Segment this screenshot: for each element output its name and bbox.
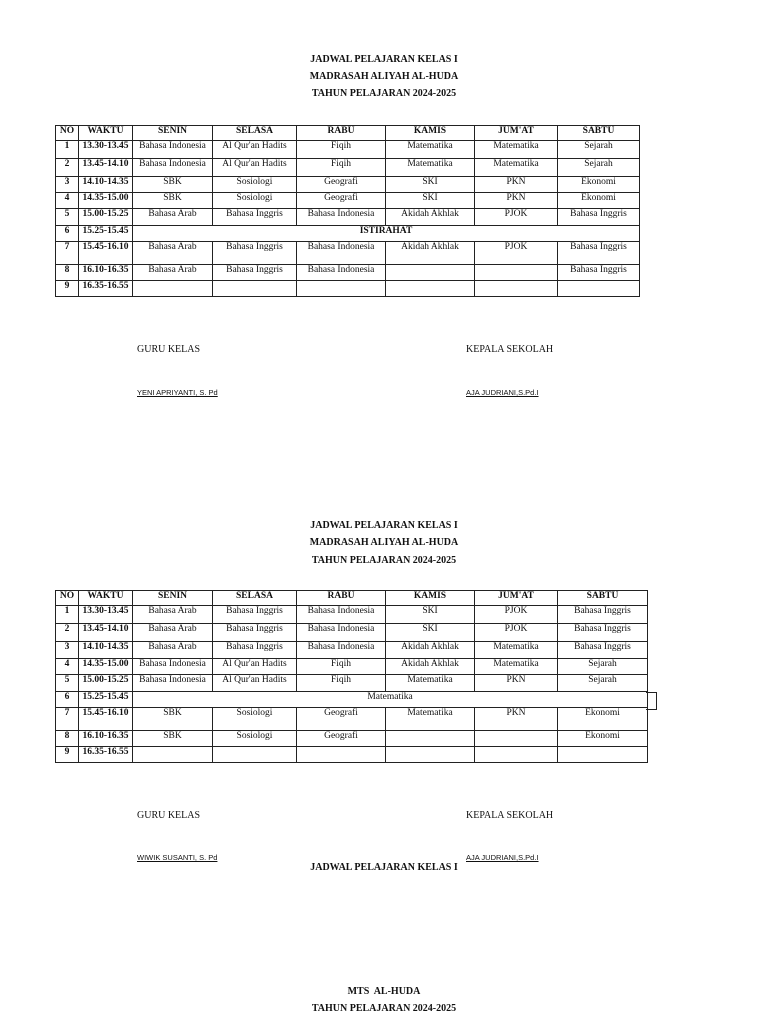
cell-kamis xyxy=(386,731,475,747)
cell-jumat xyxy=(475,281,558,297)
row-time: 15.00-15.25 xyxy=(79,675,133,692)
row-no: 9 xyxy=(56,747,79,763)
row-time: 16.35-16.55 xyxy=(79,281,133,297)
schedule-title: JADWAL PELAJARAN KELAS I xyxy=(310,862,458,873)
table-row-break xyxy=(56,226,640,242)
row-no: 5 xyxy=(56,209,79,226)
row-time: 13.30-13.45 xyxy=(79,141,133,159)
cell-rabu: Geografi xyxy=(297,177,386,193)
row-no: 8 xyxy=(56,731,79,747)
table-row xyxy=(56,265,640,281)
cell-senin: Bahasa Indonesia xyxy=(133,141,213,159)
kepala-sekolah-name: AJA JUDRIANI,S.Pd.I xyxy=(466,853,539,862)
row-time: 15.25-15.45 xyxy=(79,226,133,242)
row-time: 16.10-16.35 xyxy=(79,265,133,281)
header-kamis: KAMIS xyxy=(386,126,475,141)
cell-senin: Bahasa Arab xyxy=(133,642,213,659)
row-time: 13.45-14.10 xyxy=(79,159,133,177)
cell-jumat: PKN xyxy=(475,675,558,692)
header-senin: SENIN xyxy=(133,591,213,606)
kepala-sekolah-label: KEPALA SEKOLAH xyxy=(466,344,554,355)
cell-sabtu: Bahasa Inggris xyxy=(558,209,640,226)
cell-rabu: Geografi xyxy=(297,731,386,747)
cell-selasa: Al Qur'an Hadits xyxy=(213,659,297,675)
row-no: 4 xyxy=(56,193,79,209)
cell-senin xyxy=(133,281,213,297)
cell-jumat xyxy=(475,265,558,281)
cell-selasa: Bahasa Inggris xyxy=(213,209,297,226)
cell-senin: SBK xyxy=(133,193,213,209)
row-time: 15.00-15.25 xyxy=(79,209,133,226)
guru-kelas-name: YENI APRIYANTI, S. Pd xyxy=(137,388,218,397)
row-time: 13.45-14.10 xyxy=(79,624,133,642)
row-no: 2 xyxy=(56,159,79,177)
header-jumat: JUM'AT xyxy=(475,126,558,141)
cell-senin: SBK xyxy=(133,177,213,193)
cell-sabtu xyxy=(558,281,640,297)
cell-kamis: SKI xyxy=(386,177,475,193)
break-cell: ISTIRAHAT xyxy=(133,226,640,242)
row-no: 1 xyxy=(56,141,79,159)
cell-sabtu: Bahasa Inggris xyxy=(558,642,648,659)
row-no: 2 xyxy=(56,624,79,642)
cell-rabu xyxy=(297,747,386,763)
header-selasa: SELASA xyxy=(213,591,297,606)
cell-kamis xyxy=(386,747,475,763)
table-row xyxy=(56,642,648,659)
cell-jumat: PJOK xyxy=(475,209,558,226)
cell-senin: Bahasa Indonesia xyxy=(133,675,213,692)
row-no: 7 xyxy=(56,242,79,265)
schedule-title: JADWAL PELAJARAN KELAS I xyxy=(310,520,458,531)
table-row xyxy=(56,242,640,265)
cell-sabtu: Ekonomi xyxy=(558,177,640,193)
header-sabtu: SABTU xyxy=(558,591,648,606)
cell-sabtu: Ekonomi xyxy=(558,193,640,209)
table-row xyxy=(56,747,648,763)
cell-jumat: PKN xyxy=(475,193,558,209)
kepala-sekolah-label: KEPALA SEKOLAH xyxy=(466,810,554,821)
cell-sabtu: Bahasa Inggris xyxy=(558,265,640,281)
cell-selasa: Al Qur'an Hadits xyxy=(213,141,297,159)
header-rabu: RABU xyxy=(297,126,386,141)
cell-rabu: Geografi xyxy=(297,193,386,209)
cell-selasa: Sosiologi xyxy=(213,731,297,747)
row-no: 5 xyxy=(56,675,79,692)
cell-kamis: Matematika xyxy=(386,141,475,159)
table-row xyxy=(56,159,640,177)
cell-jumat: Matematika xyxy=(475,159,558,177)
cell-sabtu: Sejarah xyxy=(558,659,648,675)
row-time: 16.10-16.35 xyxy=(79,731,133,747)
table-row xyxy=(56,708,648,731)
cell-sabtu: Bahasa Inggris xyxy=(558,624,648,642)
row-no: 8 xyxy=(56,265,79,281)
cell-kamis: Matematika xyxy=(386,159,475,177)
row-time: 15.25-15.45 xyxy=(79,692,133,708)
cell-senin xyxy=(133,747,213,763)
row-no: 7 xyxy=(56,708,79,731)
table-row xyxy=(56,624,648,642)
header-waktu: WAKTU xyxy=(79,591,133,606)
academic-year: TAHUN PELAJARAN 2024-2025 xyxy=(311,555,457,566)
cell-sabtu: Bahasa Inggris xyxy=(558,242,640,265)
table-row xyxy=(56,281,640,297)
cell-rabu: Fiqih xyxy=(297,159,386,177)
row-no: 3 xyxy=(56,642,79,659)
cell-jumat: Matematika xyxy=(475,659,558,675)
cell-kamis: Akidah Akhlak xyxy=(386,642,475,659)
cell-kamis: Akidah Akhlak xyxy=(386,659,475,675)
cell-sabtu: Sejarah xyxy=(558,159,640,177)
kepala-sekolah-name: AJA JUDRIANI,S.Pd.I xyxy=(466,388,539,397)
cell-selasa: Sosiologi xyxy=(213,193,297,209)
cell-senin: Bahasa Arab xyxy=(133,265,213,281)
table-row xyxy=(56,193,640,209)
cell-kamis: SKI xyxy=(386,624,475,642)
cell-rabu: Fiqih xyxy=(297,141,386,159)
cell-selasa: Al Qur'an Hadits xyxy=(213,159,297,177)
cell-senin: Bahasa Arab xyxy=(133,606,213,624)
table-row xyxy=(56,177,640,193)
cell-jumat: PKN xyxy=(475,708,558,731)
cell-jumat: PKN xyxy=(475,177,558,193)
table-row xyxy=(56,731,648,747)
cell-kamis: Akidah Akhlak xyxy=(386,242,475,265)
cell-jumat xyxy=(475,731,558,747)
cell-kamis xyxy=(386,281,475,297)
header-kamis: KAMIS xyxy=(386,591,475,606)
cell-senin: Bahasa Arab xyxy=(133,242,213,265)
cell-selasa: Sosiologi xyxy=(213,708,297,731)
cell-senin: SBK xyxy=(133,708,213,731)
row-time: 15.45-16.10 xyxy=(79,708,133,731)
cell-selasa xyxy=(213,747,297,763)
table-row xyxy=(56,606,648,624)
cell-sabtu: Ekonomi xyxy=(558,708,648,731)
row-time: 15.45-16.10 xyxy=(79,242,133,265)
row-time: 16.35-16.55 xyxy=(79,747,133,763)
cell-rabu: Fiqih xyxy=(297,675,386,692)
table-overhang-border xyxy=(646,692,657,710)
cell-senin: Bahasa Indonesia xyxy=(133,159,213,177)
guru-kelas-name: WIWIK SUSANTI, S. Pd xyxy=(137,853,218,862)
cell-rabu: Geografi xyxy=(297,708,386,731)
cell-rabu: Bahasa Indonesia xyxy=(297,265,386,281)
table-header-row xyxy=(56,591,648,606)
table-row xyxy=(56,675,648,692)
cell-sabtu: Ekonomi xyxy=(558,731,648,747)
cell-jumat: PJOK xyxy=(475,624,558,642)
row-no: 6 xyxy=(56,226,79,242)
schedule-table-2 xyxy=(55,590,648,763)
table-row xyxy=(56,141,640,159)
row-time: 14.10-14.35 xyxy=(79,642,133,659)
school-name: MADRASAH ALIYAH AL-HUDA xyxy=(309,71,459,82)
table-header-row xyxy=(56,126,640,141)
row-time: 13.30-13.45 xyxy=(79,606,133,624)
cell-jumat: Matematika xyxy=(475,642,558,659)
cell-kamis xyxy=(386,265,475,281)
cell-sabtu: Bahasa Inggris xyxy=(558,606,648,624)
cell-senin: Bahasa Indonesia xyxy=(133,659,213,675)
school-name: MADRASAH ALIYAH AL-HUDA xyxy=(309,537,459,548)
cell-sabtu: Sejarah xyxy=(558,675,648,692)
cell-sabtu xyxy=(558,747,648,763)
cell-rabu: Fiqih xyxy=(297,659,386,675)
cell-kamis: SKI xyxy=(386,193,475,209)
guru-kelas-label: GURU KELAS xyxy=(137,344,201,355)
header-no: NO xyxy=(56,126,79,141)
cell-rabu xyxy=(297,281,386,297)
header-jumat: JUM'AT xyxy=(475,591,558,606)
table-row-break xyxy=(56,692,648,708)
cell-senin: SBK xyxy=(133,731,213,747)
header-sabtu: SABTU xyxy=(558,126,640,141)
cell-rabu: Bahasa Indonesia xyxy=(297,624,386,642)
header-rabu: RABU xyxy=(297,591,386,606)
cell-kamis: Matematika xyxy=(386,675,475,692)
guru-kelas-label: GURU KELAS xyxy=(137,810,201,821)
cell-sabtu: Sejarah xyxy=(558,141,640,159)
cell-rabu: Bahasa Indonesia xyxy=(297,242,386,265)
cell-kamis: Matematika xyxy=(386,708,475,731)
cell-selasa: Bahasa Inggris xyxy=(213,265,297,281)
cell-jumat: Matematika xyxy=(475,141,558,159)
academic-year: TAHUN PELAJARAN 2024-2025 xyxy=(311,88,457,99)
cell-selasa: Sosiologi xyxy=(213,177,297,193)
header-selasa: SELASA xyxy=(213,126,297,141)
break-cell: Matematika xyxy=(133,692,648,708)
cell-selasa: Bahasa Inggris xyxy=(213,624,297,642)
cell-selasa: Al Qur'an Hadits xyxy=(213,675,297,692)
row-no: 4 xyxy=(56,659,79,675)
cell-rabu: Bahasa Indonesia xyxy=(297,642,386,659)
header-waktu: WAKTU xyxy=(79,126,133,141)
cell-senin: Bahasa Arab xyxy=(133,209,213,226)
schedule-table-1 xyxy=(55,125,640,297)
cell-selasa: Bahasa Inggris xyxy=(213,606,297,624)
table-row xyxy=(56,659,648,675)
cell-jumat: PJOK xyxy=(475,242,558,265)
row-time: 14.10-14.35 xyxy=(79,177,133,193)
cell-selasa xyxy=(213,281,297,297)
cell-kamis: SKI xyxy=(386,606,475,624)
cell-selasa: Bahasa Inggris xyxy=(213,242,297,265)
row-no: 9 xyxy=(56,281,79,297)
academic-year: TAHUN PELAJARAN 2024-2025 xyxy=(311,1003,457,1014)
row-no: 1 xyxy=(56,606,79,624)
cell-senin: Bahasa Arab xyxy=(133,624,213,642)
cell-kamis: Akidah Akhlak xyxy=(386,209,475,226)
row-time: 14.35-15.00 xyxy=(79,193,133,209)
table-row xyxy=(56,209,640,226)
row-time: 14.35-15.00 xyxy=(79,659,133,675)
schedule-title: JADWAL PELAJARAN KELAS I xyxy=(310,54,458,65)
cell-rabu: Bahasa Indonesia xyxy=(297,209,386,226)
cell-rabu: Bahasa Indonesia xyxy=(297,606,386,624)
cell-jumat xyxy=(475,747,558,763)
row-no: 3 xyxy=(56,177,79,193)
header-senin: SENIN xyxy=(133,126,213,141)
school-name: MTS AL-HUDA xyxy=(347,986,421,997)
cell-selasa: Bahasa Inggris xyxy=(213,642,297,659)
header-no: NO xyxy=(56,591,79,606)
row-no: 6 xyxy=(56,692,79,708)
cell-jumat: PJOK xyxy=(475,606,558,624)
